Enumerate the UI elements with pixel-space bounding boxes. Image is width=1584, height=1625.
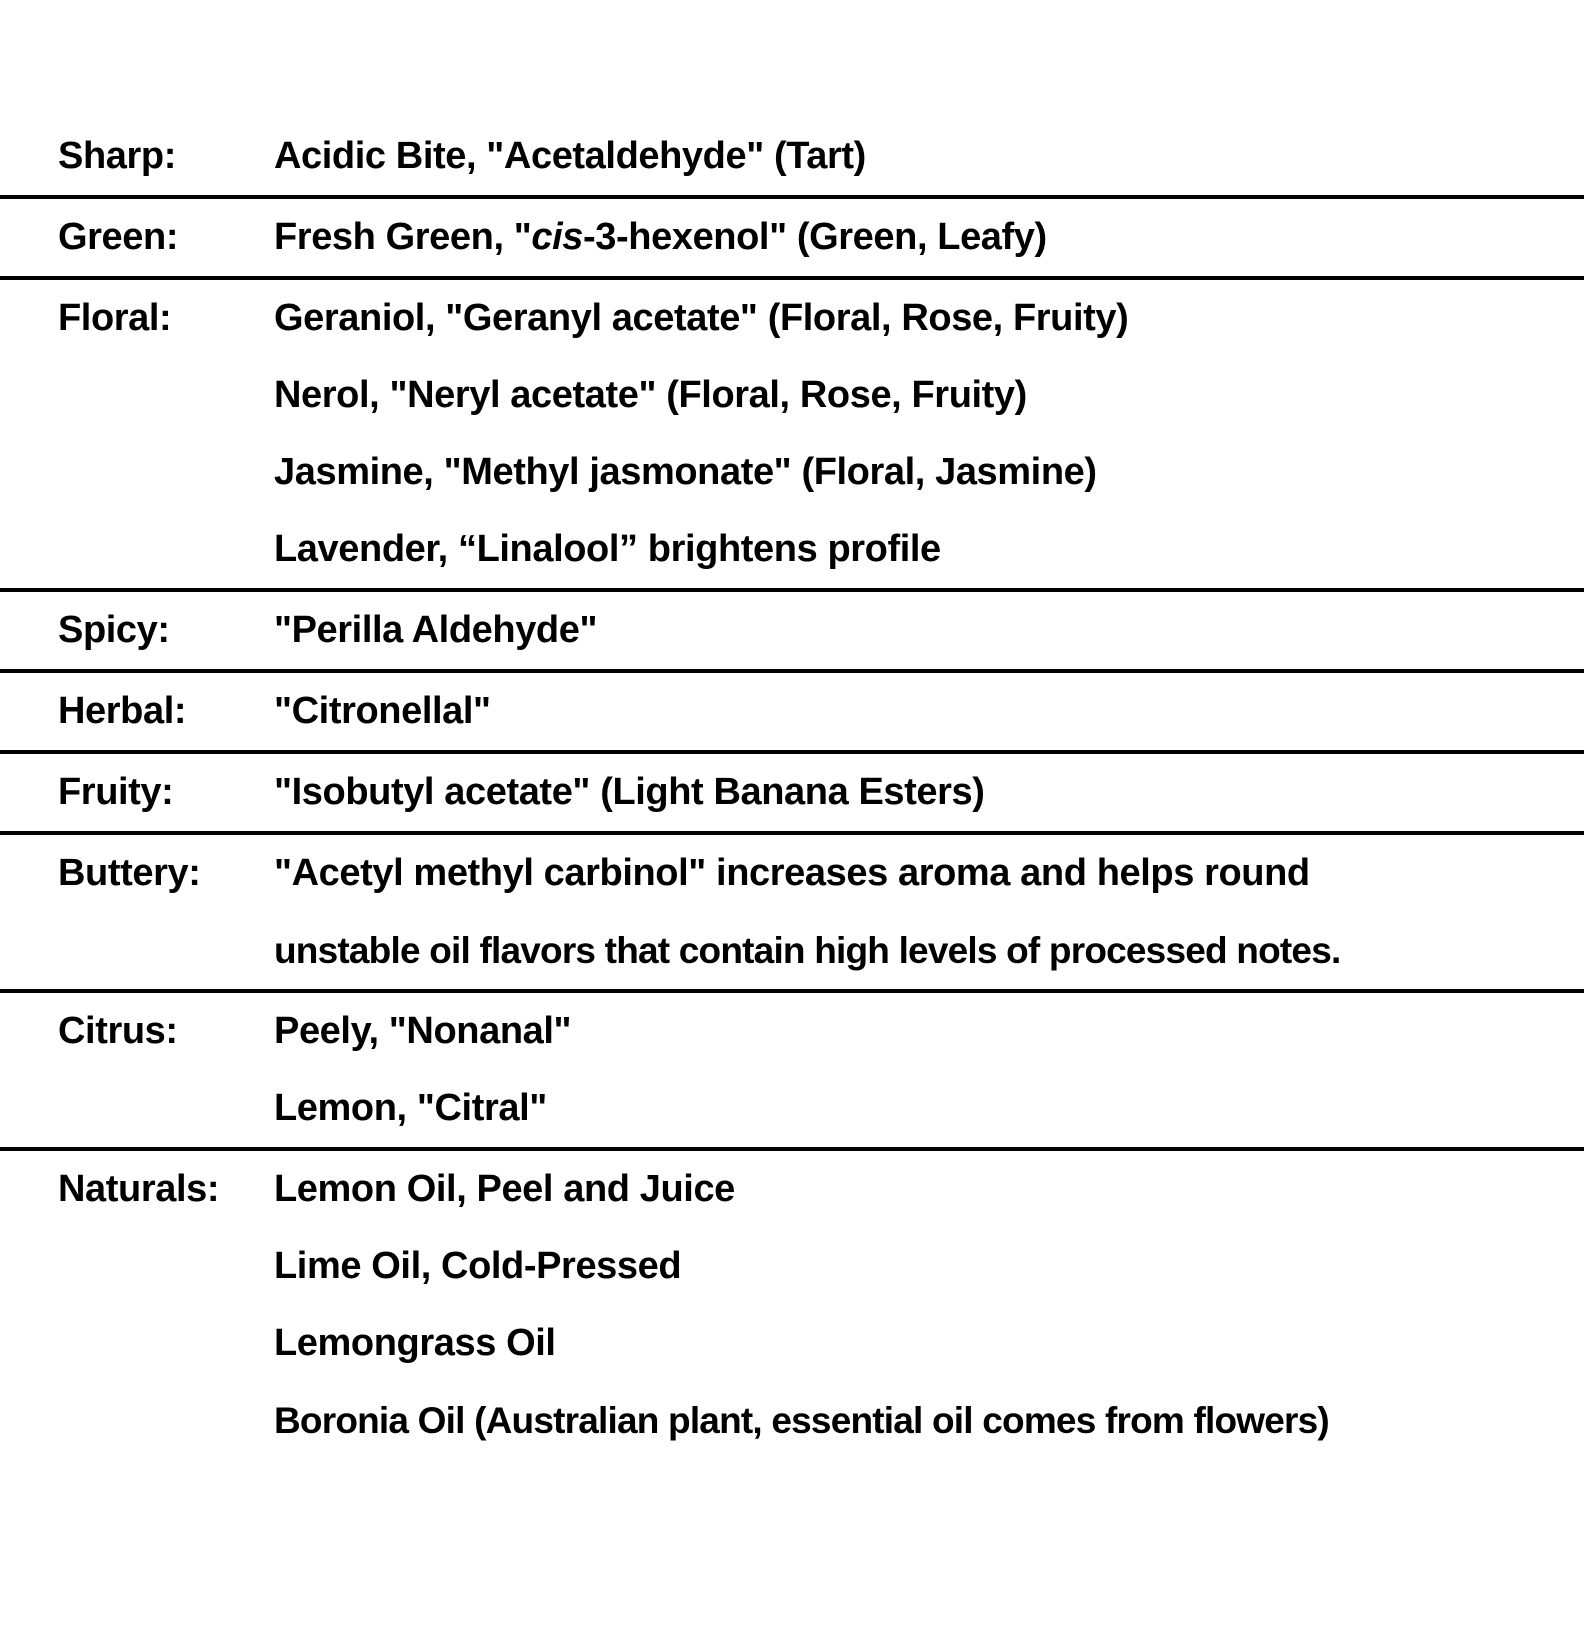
group-green [0,199,1584,280]
table-row [0,993,1584,1070]
descriptor-text: unstable oil flavors that contain high levels of processed notes. [274,930,1341,971]
table-row [0,1070,1584,1147]
group-buttery [0,835,1584,993]
table-row [0,1151,1584,1228]
group-sharp [0,118,1584,199]
descriptor-text: Jasmine, "Methyl jasmonate" (Floral, Jasmine) [274,451,1097,493]
descriptor-text: "Acetyl methyl carbinol" increases aroma and helps round [274,852,1310,894]
category-label: Sharp: [58,135,176,177]
table-row [0,1382,1584,1459]
table-row [0,592,1584,669]
table-row [0,912,1584,989]
descriptor-text: "Citronellal" [274,690,491,732]
table-row [0,199,1584,276]
category-label: Green: [58,216,179,258]
table-row [0,1305,1584,1382]
category-label: Floral: [58,297,172,339]
category-label: Naturals: [58,1168,220,1210]
descriptor-text: Acidic Bite, "Acetaldehyde" (Tart) [274,135,866,177]
group-herbal [0,673,1584,754]
table-row [0,118,1584,195]
table-row [0,754,1584,831]
descriptor-suffix: -3-hexenol" (Green, Leafy) [583,216,1047,258]
descriptor-text: Lime Oil, Cold-Pressed [274,1245,682,1287]
table-row [0,434,1584,511]
descriptor-text [274,199,1047,276]
descriptor-text: Geraniol, "Geranyl acetate" (Floral, Rose, Fruity) [274,297,1129,339]
group-floral [0,280,1584,592]
table-row [0,1228,1584,1305]
table-row [0,511,1584,588]
descriptor-text: Lemon, "Citral" [274,1087,547,1129]
group-spicy [0,592,1584,673]
table-row [0,357,1584,434]
category-label: Buttery: [58,852,201,894]
group-naturals [0,1151,1584,1459]
table-row [0,673,1584,750]
descriptor-text: "Isobutyl acetate" (Light Banana Esters) [274,771,985,813]
category-label: Herbal: [58,690,187,732]
descriptor-text: "Perilla Aldehyde" [274,609,598,651]
category-label: Spicy: [58,609,170,651]
descriptor-text: Lemon Oil, Peel and Juice [274,1168,735,1210]
descriptor-text: Lemongrass Oil [274,1322,556,1364]
group-fruity [0,754,1584,835]
descriptor-text: Peely, "Nonanal" [274,1010,572,1052]
flavor-table [0,118,1584,1459]
category-label: Citrus: [58,1010,178,1052]
category-label: Fruity: [58,771,174,813]
table-row [0,835,1584,912]
descriptor-text: Boronia Oil (Australian plant, essential oil comes from flowers) [274,1400,1329,1441]
table-row [0,280,1584,357]
descriptor-text: Lavender, “Linalool” brightens profile [274,528,941,570]
descriptor-prefix: Fresh Green, " [274,216,532,258]
group-citrus [0,993,1584,1151]
descriptor-italic: cis [531,216,584,258]
descriptor-text: Nerol, "Neryl acetate" (Floral, Rose, Fruity) [274,374,1027,416]
